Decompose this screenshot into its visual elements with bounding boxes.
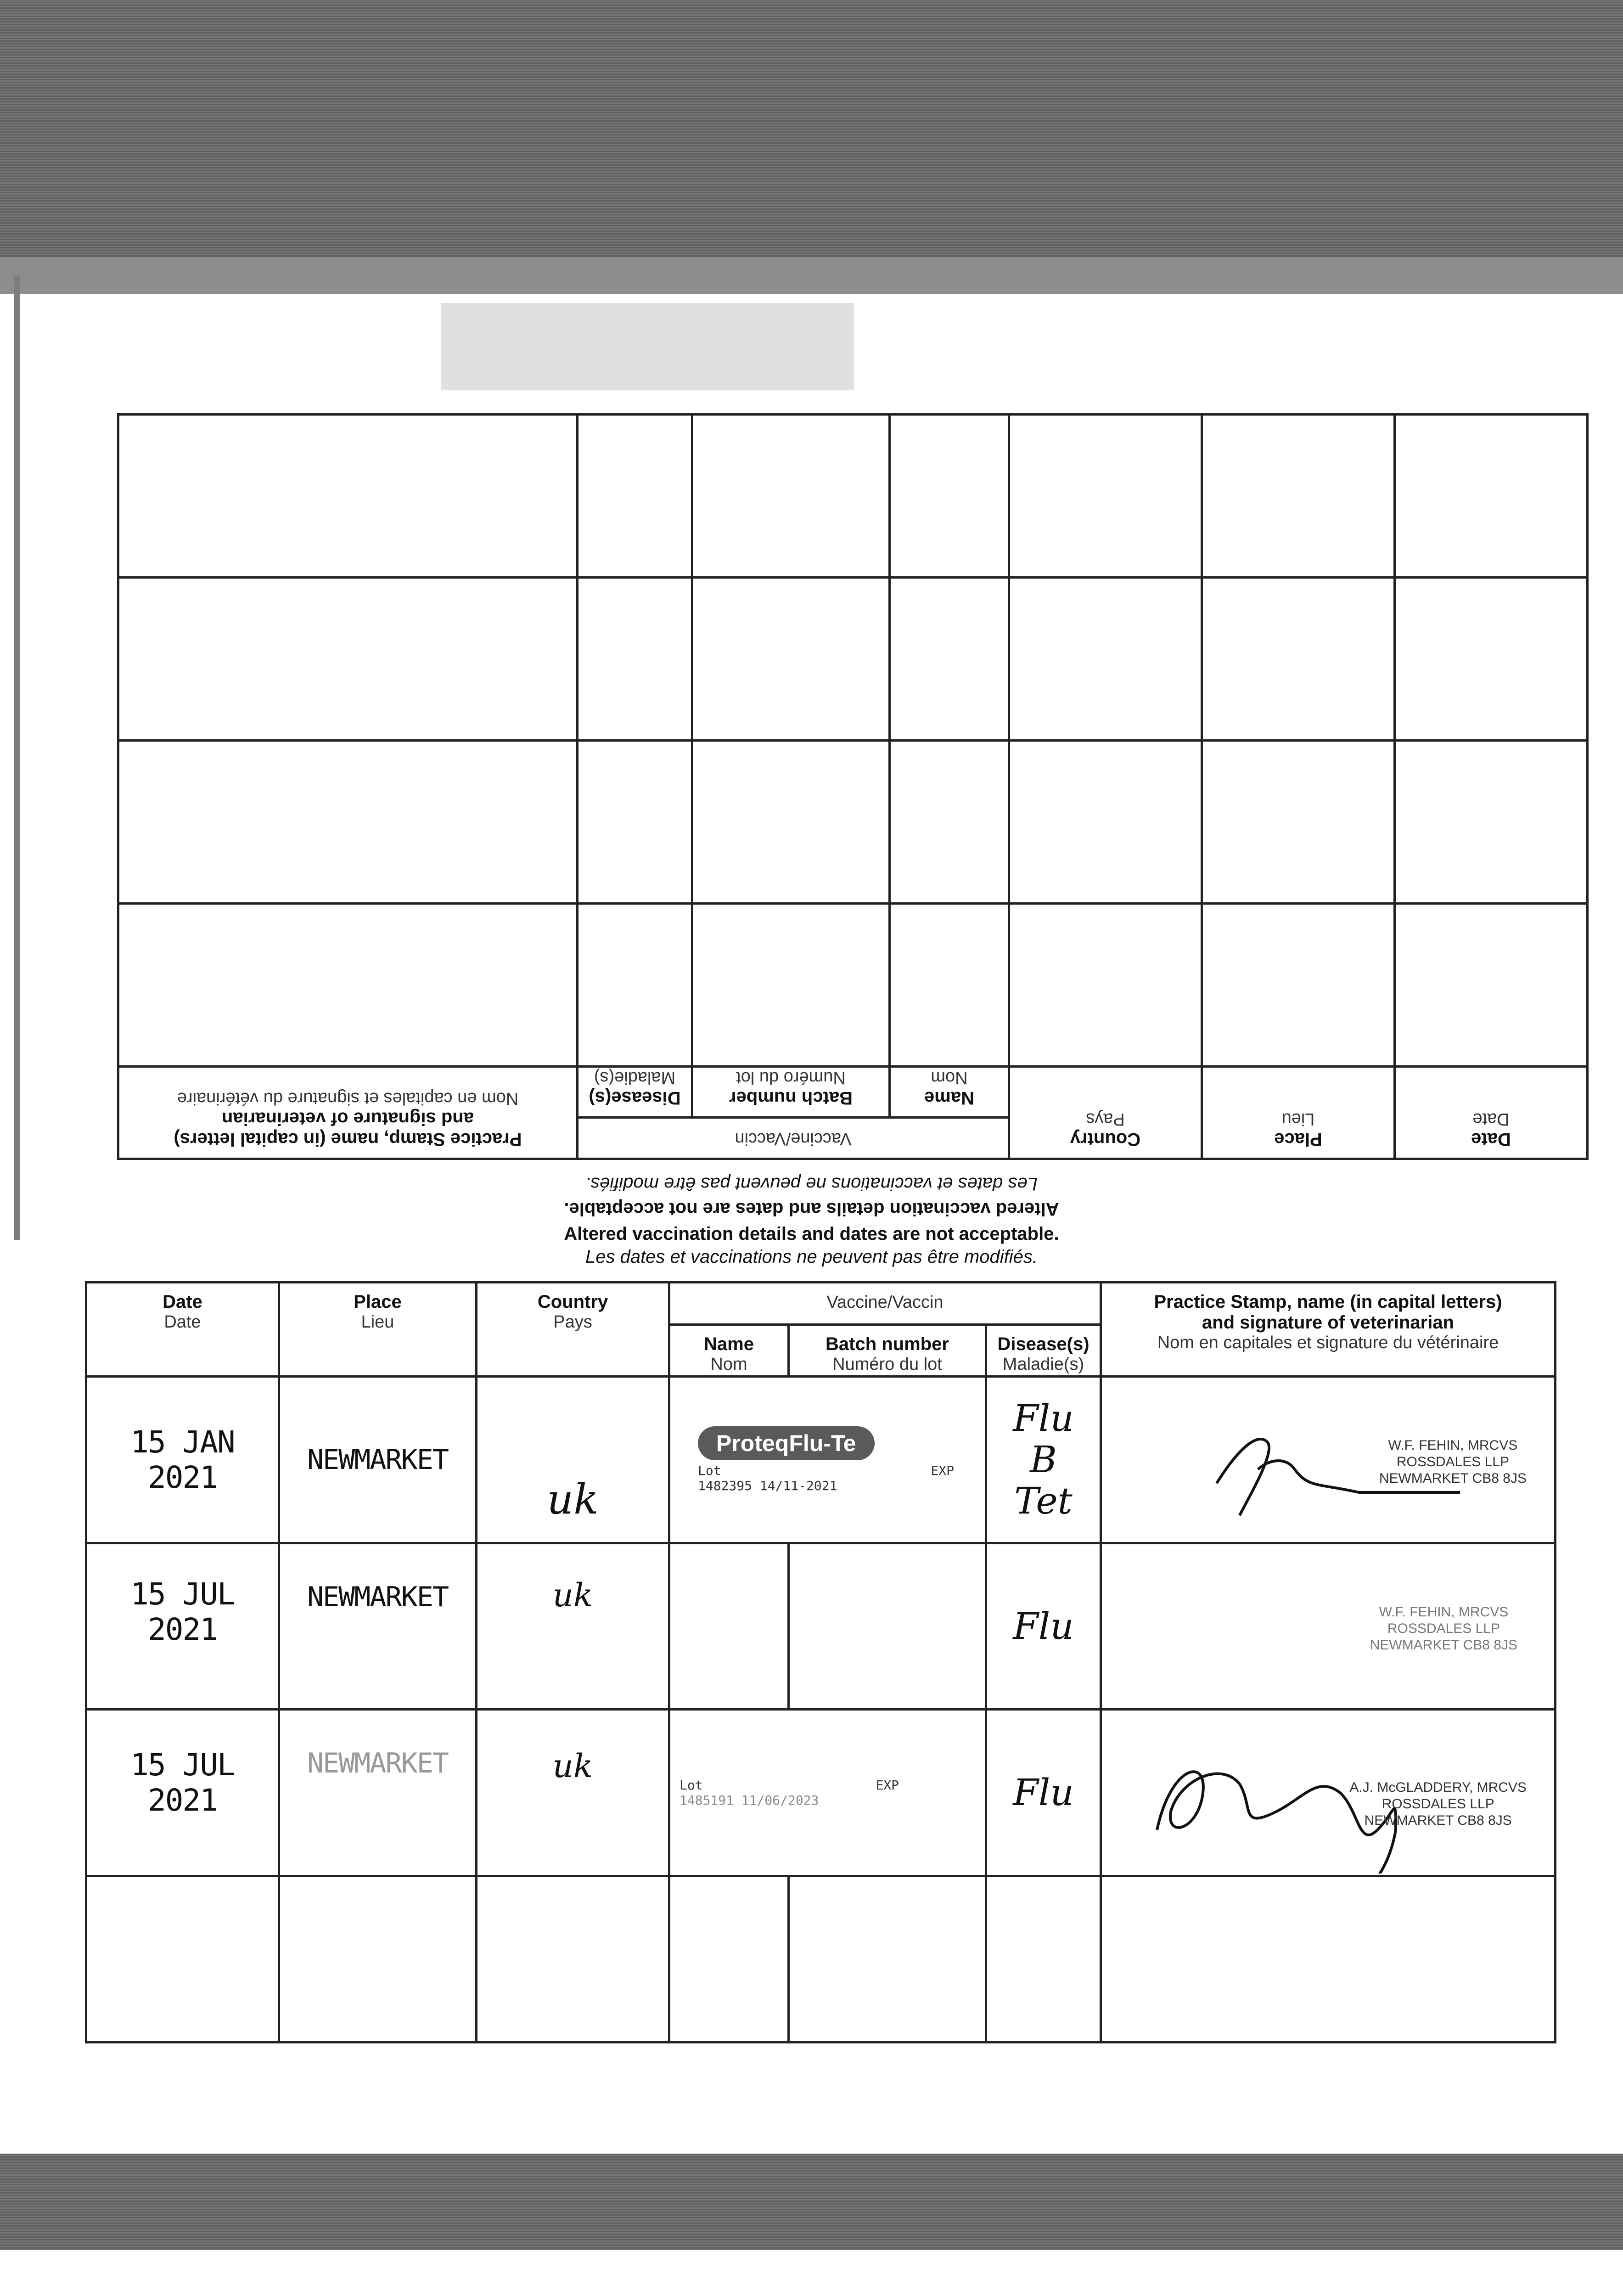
vet-stamp-line: W.F. FEHIN, MRCVS — [1388, 1438, 1518, 1453]
row-country: uk — [547, 1475, 599, 1524]
vet-stamp-line: W.F. FEHIN, MRCVS — [1379, 1604, 1509, 1620]
header-country: Country Pays — [477, 1283, 669, 1377]
warning-fr-upside-down: Les dates et vaccinations ne peuvent pas être modifiés. — [585, 1174, 1038, 1194]
vet-stamp-line: NEWMARKET CB8 8JS — [1370, 1637, 1517, 1653]
disease-1: Flu — [1013, 1396, 1074, 1440]
header-date: Date Date — [86, 1283, 279, 1377]
header-vaccine: Vaccine/Vaccin — [578, 1118, 1009, 1159]
scan-bottom-shadow — [0, 2154, 1623, 2250]
header-place: Place Lieu — [1202, 1067, 1395, 1159]
header-batch: Batch number Numéro du lot — [789, 1324, 986, 1376]
header-name: Name Nom — [890, 1067, 1009, 1118]
header-practice-stamp: Practice Stamp, name (in capital letters) and signature of veterinarian Nom en capitales et signature du vétérinaire — [118, 1067, 578, 1159]
vet-stamp-line: NEWMARKET CB8 8JS — [1379, 1471, 1527, 1486]
exp-label: EXP — [931, 1463, 955, 1478]
lower-vaccination-table — [85, 1281, 1556, 2043]
disease-1: Flu — [1013, 1604, 1074, 1648]
scan-left-edge — [14, 276, 20, 1240]
header-name: Name Nom — [669, 1324, 789, 1376]
row-place: NEWMARKET — [307, 1747, 449, 1780]
row-place: NEWMARKET — [307, 1581, 449, 1613]
vet-stamp-line: A.J. McGLADDERY, MRCVS — [1349, 1780, 1527, 1795]
header-disease: Disease(s) Maladie(s) — [578, 1067, 692, 1118]
row-country: uk — [552, 1747, 593, 1785]
header-date: Date Date — [1395, 1067, 1588, 1159]
upper-vaccination-table — [117, 413, 1589, 1160]
vet-stamp-line: NEWMARKET CB8 8JS — [1364, 1813, 1512, 1829]
vaccine-logo: ProteqFlu-Te — [698, 1426, 875, 1460]
lot-line: 1485191 11/06/2023 — [680, 1792, 819, 1808]
vet-stamp-line: ROSSDALES LLP — [1387, 1621, 1500, 1636]
warning-fr: Les dates et vaccinations ne peuvent pas être modifiés. — [585, 1247, 1038, 1267]
exp-label: EXP — [876, 1777, 899, 1793]
header-disease: Disease(s) Maladie(s) — [986, 1324, 1101, 1376]
disease-3: Tet — [1014, 1479, 1073, 1522]
table-row — [86, 1876, 1556, 2042]
lot-label: Lot — [698, 1463, 721, 1478]
row-place: NEWMARKET — [307, 1443, 449, 1476]
faded-label-area — [441, 303, 854, 390]
row-date: 15 JUL 2021 — [130, 1747, 235, 1818]
lot-line: 1482395 14/11-2021 — [698, 1478, 837, 1493]
vet-stamp-line: ROSSDALES LLP — [1396, 1454, 1509, 1470]
header-country: Country Pays — [1009, 1067, 1202, 1159]
header-place: Place Lieu — [279, 1283, 477, 1377]
table-row — [86, 1377, 1556, 1543]
row-date: 15 JAN 2021 — [130, 1424, 235, 1495]
vet-stamp-line: ROSSDALES LLP — [1382, 1796, 1494, 1812]
table-row — [86, 1543, 1556, 1709]
row-country: uk — [552, 1576, 593, 1614]
warning-en-upside-down: Altered vaccination details and dates are not acceptable. — [564, 1199, 1059, 1219]
scan-top-shadow — [0, 0, 1623, 294]
header-batch: Batch number Numéro du lot — [692, 1067, 890, 1118]
disease-2: B — [1030, 1438, 1057, 1481]
disease-1: Flu — [1013, 1771, 1074, 1814]
table-row — [86, 1710, 1556, 1876]
row-date: 15 JUL 2021 — [130, 1576, 235, 1647]
warning-en: Altered vaccination details and dates are not acceptable. — [564, 1224, 1059, 1244]
lot-label: Lot — [680, 1777, 703, 1793]
header-vaccine: Vaccine/Vaccin — [669, 1283, 1101, 1325]
header-practice-stamp: Practice Stamp, name (in capital letters) and signature of veterinarian Nom en capitales et signature du vétérinaire — [1101, 1283, 1556, 1377]
